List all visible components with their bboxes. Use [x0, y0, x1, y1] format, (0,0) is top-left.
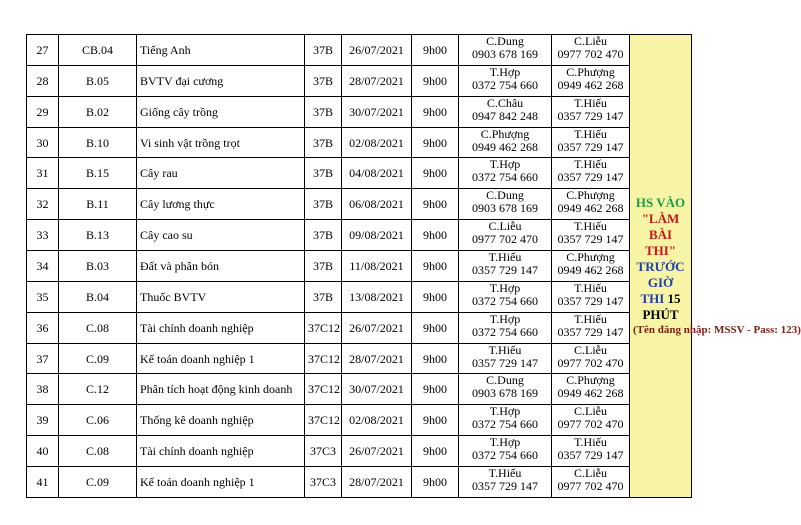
note-line-6: GIỜ	[647, 275, 674, 290]
exam-date: 02/08/2021	[342, 127, 412, 158]
proctor-2	[552, 35, 630, 66]
proctor-1-phone: 0372 754 660	[472, 417, 538, 432]
note-line-2: "LÀM	[641, 211, 680, 226]
proctor-2	[552, 96, 630, 127]
exam-time: 9h00	[412, 281, 459, 312]
proctor-1-phone: 0357 729 147	[472, 479, 538, 494]
proctor-1-phone: 0372 754 660	[472, 170, 538, 185]
row-number: 32	[27, 189, 59, 220]
subject-code: B.03	[59, 251, 137, 282]
table-row	[27, 158, 692, 189]
class-name: 37B	[305, 127, 342, 158]
proctor-2-phone: 0977 702 470	[557, 417, 624, 432]
row-number: 38	[27, 374, 59, 405]
proctor-2-name: T.Hiếu	[574, 126, 607, 141]
proctor-1-name: C.Liễu	[488, 219, 522, 234]
subject-name: Phân tích hoạt động kinh doanh	[137, 374, 305, 405]
proctor-1	[459, 251, 552, 282]
row-number: 33	[27, 220, 59, 251]
exam-date: 26/07/2021	[342, 436, 412, 467]
exam-time: 9h00	[412, 343, 459, 374]
proctor-2	[552, 127, 630, 158]
exam-date: 30/07/2021	[342, 96, 412, 127]
row-number: 40	[27, 436, 59, 467]
class-name: 37B	[305, 35, 342, 66]
subject-name: BVTV đại cương	[137, 65, 305, 96]
proctor-2-name: T.Hiếu	[574, 157, 607, 172]
proctor-1-phone: 0903 678 169	[472, 201, 538, 216]
proctor-2-phone: 0949 462 268	[557, 201, 624, 216]
proctor-1-name: T.Hiếu	[488, 250, 522, 265]
table-row	[27, 436, 692, 467]
proctor-2-name: C.Liễu	[574, 404, 607, 419]
note-line-5: TRƯỚC	[636, 259, 685, 274]
table-row	[27, 96, 692, 127]
subject-name: Đất và phân bón	[137, 251, 305, 282]
subject-code: B.10	[59, 127, 137, 158]
exam-time: 9h00	[412, 251, 459, 282]
proctor-1	[459, 374, 552, 405]
exam-schedule-sheet	[26, 34, 801, 498]
proctor-2-name: T.Hiếu	[574, 280, 607, 295]
proctor-1-name: T.Hợp	[489, 404, 521, 419]
proctor-1-name: T.Hiếu	[488, 466, 522, 481]
proctor-1-phone: 0903 678 169	[472, 386, 538, 401]
proctor-2	[552, 467, 630, 498]
proctor-2	[552, 158, 630, 189]
exam-time: 9h00	[412, 220, 459, 251]
exam-time: 9h00	[412, 467, 459, 498]
row-number: 28	[27, 65, 59, 96]
proctor-2-phone: 0949 462 268	[557, 263, 624, 278]
proctor-2-phone: 0357 729 147	[557, 324, 624, 339]
note-line-3: BÀI	[648, 227, 673, 242]
subject-code: B.04	[59, 281, 137, 312]
class-name: 37C3	[305, 467, 342, 498]
subject-name: Tài chính doanh nghiệp	[137, 436, 305, 467]
proctor-1	[459, 281, 552, 312]
exam-time: 9h00	[412, 436, 459, 467]
exam-date: 30/07/2021	[342, 374, 412, 405]
class-name: 37B	[305, 251, 342, 282]
proctor-2-phone: 0357 729 147	[557, 108, 624, 123]
subject-code: B.02	[59, 96, 137, 127]
table-row	[27, 220, 692, 251]
row-number: 37	[27, 343, 59, 374]
proctor-2	[552, 65, 630, 96]
subject-name: Cây lương thực	[137, 189, 305, 220]
proctor-2	[552, 436, 630, 467]
exam-date: 06/08/2021	[342, 189, 412, 220]
subject-code: C.08	[59, 436, 137, 467]
exam-date: 09/08/2021	[342, 220, 412, 251]
class-name: 37B	[305, 96, 342, 127]
proctor-1-name: C.Châu	[486, 95, 524, 110]
subject-code: C.09	[59, 467, 137, 498]
exam-date: 26/07/2021	[342, 312, 412, 343]
row-number: 35	[27, 281, 59, 312]
exam-time: 9h00	[412, 96, 459, 127]
subject-code: B.11	[59, 189, 137, 220]
exam-schedule-table	[26, 34, 801, 498]
proctor-1	[459, 343, 552, 374]
note-line-4: THI"	[644, 243, 677, 258]
schedule-rows	[27, 34, 801, 498]
exam-date: 28/07/2021	[342, 343, 412, 374]
row-number: 39	[27, 405, 59, 436]
proctor-2-phone: 0977 702 470	[557, 479, 624, 494]
proctor-1-phone: 0372 754 660	[472, 448, 538, 463]
note-line-1: HS VÀO	[635, 195, 686, 210]
proctor-2-name: C.Liễu	[574, 342, 607, 357]
subject-code: C.12	[59, 374, 137, 405]
proctor-1-name: C.Dung	[486, 34, 524, 48]
subject-name: Thống kê doanh nghiệp	[137, 405, 305, 436]
proctor-1	[459, 312, 552, 343]
proctor-1	[459, 220, 552, 251]
proctor-1-name: T.Hợp	[489, 64, 521, 79]
proctor-2	[552, 343, 630, 374]
subject-name: Giống cây trồng	[137, 96, 305, 127]
class-name: 37B	[305, 189, 342, 220]
proctor-2-phone: 0977 702 470	[557, 47, 624, 61]
row-number: 27	[27, 35, 59, 66]
exam-time: 9h00	[412, 374, 459, 405]
proctor-2-name: C.Liễu	[574, 466, 607, 481]
proctor-2-phone: 0357 729 147	[557, 232, 624, 247]
proctor-2	[552, 281, 630, 312]
proctor-1-phone: 0372 754 660	[472, 77, 538, 92]
proctor-1-phone: 0977 702 470	[472, 232, 538, 247]
proctor-1-phone: 0903 678 169	[472, 47, 538, 61]
exam-time: 9h00	[412, 405, 459, 436]
proctor-1	[459, 158, 552, 189]
subject-code: B.15	[59, 158, 137, 189]
exam-date: 26/07/2021	[342, 35, 412, 66]
class-name: 37B	[305, 65, 342, 96]
proctor-1-phone: 0372 754 660	[472, 293, 538, 308]
row-number: 30	[27, 127, 59, 158]
table-row	[27, 127, 692, 158]
subject-name: Tiếng Anh	[137, 35, 305, 66]
proctor-2	[552, 251, 630, 282]
class-name: 37C12	[305, 312, 342, 343]
proctor-2-phone: 0357 729 147	[557, 139, 624, 154]
subject-code: C.08	[59, 312, 137, 343]
proctor-1-phone: 0949 462 268	[472, 139, 538, 154]
proctor-1-name: T.Hợp	[489, 311, 521, 326]
exam-date: 04/08/2021	[342, 158, 412, 189]
row-number: 31	[27, 158, 59, 189]
proctor-2-phone: 0949 462 268	[557, 77, 624, 92]
proctor-1-name: T.Hợp	[489, 435, 521, 450]
proctor-1	[459, 467, 552, 498]
proctor-2-name: T.Hiếu	[574, 95, 607, 110]
proctor-2-phone: 0977 702 470	[557, 355, 624, 370]
proctor-1-phone: 0947 842 248	[472, 108, 538, 123]
subject-code: B.13	[59, 220, 137, 251]
proctor-1-name: T.Hiếu	[488, 342, 522, 357]
exam-time: 9h00	[412, 35, 459, 66]
proctor-2	[552, 405, 630, 436]
proctor-2-name: C.Liễu	[574, 34, 607, 48]
table-row	[27, 467, 692, 498]
proctor-2-name: C.Phượng	[566, 373, 615, 388]
subject-name: Cây rau	[137, 158, 305, 189]
class-name: 37C3	[305, 436, 342, 467]
subject-code: C.06	[59, 405, 137, 436]
table-row	[27, 251, 692, 282]
table-row	[27, 405, 692, 436]
note-line-7	[633, 291, 688, 307]
exam-date: 28/07/2021	[342, 65, 412, 96]
subject-name: Kế toán doanh nghiệp 1	[137, 343, 305, 374]
proctor-1-name: C.Dung	[486, 373, 524, 388]
proctor-2-name: T.Hiếu	[574, 311, 607, 326]
proctor-1-name: C.Dung	[486, 188, 524, 203]
exam-time: 9h00	[412, 127, 459, 158]
subject-name: Vi sinh vật trồng trọt	[137, 127, 305, 158]
proctor-1	[459, 405, 552, 436]
subject-name: Tài chính doanh nghiệp	[137, 312, 305, 343]
proctor-1	[459, 189, 552, 220]
class-name: 37C12	[305, 374, 342, 405]
class-name: 37B	[305, 158, 342, 189]
proctor-2-name: C.Phượng	[566, 188, 615, 203]
proctor-2-phone: 0949 462 268	[557, 386, 624, 401]
proctor-1-name: T.Hợp	[489, 157, 521, 172]
class-name: 37C12	[305, 405, 342, 436]
proctor-2-name: T.Hiếu	[574, 435, 607, 450]
proctor-2-phone: 0357 729 147	[557, 448, 624, 463]
proctor-2-name: T.Hiếu	[574, 219, 607, 234]
exam-time: 9h00	[412, 65, 459, 96]
row-number: 34	[27, 251, 59, 282]
subject-name: Kế toán doanh nghiệp 1	[137, 467, 305, 498]
exam-date: 13/08/2021	[342, 281, 412, 312]
subject-code: B.05	[59, 65, 137, 96]
class-name: 37C12	[305, 343, 342, 374]
proctor-2-phone: 0357 729 147	[557, 170, 624, 185]
proctor-1	[459, 35, 552, 66]
note-line-8: PHÚT	[642, 307, 679, 322]
table-row	[27, 35, 692, 66]
exam-date: 28/07/2021	[342, 467, 412, 498]
class-name: 37B	[305, 281, 342, 312]
exam-instruction-note	[630, 35, 801, 498]
exam-time: 9h00	[412, 189, 459, 220]
proctor-1-name: T.Hợp	[489, 280, 521, 295]
proctor-2	[552, 189, 630, 220]
login-info: (Tên đăng nhập: MSSV - Pass: 123)	[633, 324, 801, 336]
table-row	[27, 189, 692, 220]
proctor-1	[459, 436, 552, 467]
table-row	[27, 281, 692, 312]
subject-name: Cây cao su	[137, 220, 305, 251]
note-line-7a: THI	[640, 291, 665, 306]
table-row	[27, 343, 692, 374]
table-row	[27, 374, 692, 405]
proctor-1-phone: 0357 729 147	[472, 355, 538, 370]
proctor-1	[459, 65, 552, 96]
subject-code: C.09	[59, 343, 137, 374]
exam-time: 9h00	[412, 158, 459, 189]
proctor-2-name: C.Phượng	[566, 64, 615, 79]
table-row	[27, 65, 692, 96]
proctor-1	[459, 96, 552, 127]
row-number: 41	[27, 467, 59, 498]
class-name: 37B	[305, 220, 342, 251]
proctor-2-phone: 0357 729 147	[557, 293, 624, 308]
row-number: 29	[27, 96, 59, 127]
exam-date: 02/08/2021	[342, 405, 412, 436]
proctor-1-phone: 0372 754 660	[472, 324, 538, 339]
proctor-2	[552, 220, 630, 251]
proctor-2	[552, 374, 630, 405]
proctor-1-name: C.Phượng	[480, 126, 530, 141]
table-row	[27, 312, 692, 343]
exam-date: 11/08/2021	[342, 251, 412, 282]
proctor-2-name: C.Phượng	[566, 250, 615, 265]
note-line-7b: 15	[667, 291, 681, 306]
proctor-1	[459, 127, 552, 158]
subject-name: Thuốc BVTV	[137, 281, 305, 312]
proctor-2	[552, 312, 630, 343]
subject-code: CB.04	[59, 35, 137, 66]
proctor-1-phone: 0357 729 147	[472, 263, 538, 278]
row-number: 36	[27, 312, 59, 343]
exam-time: 9h00	[412, 312, 459, 343]
